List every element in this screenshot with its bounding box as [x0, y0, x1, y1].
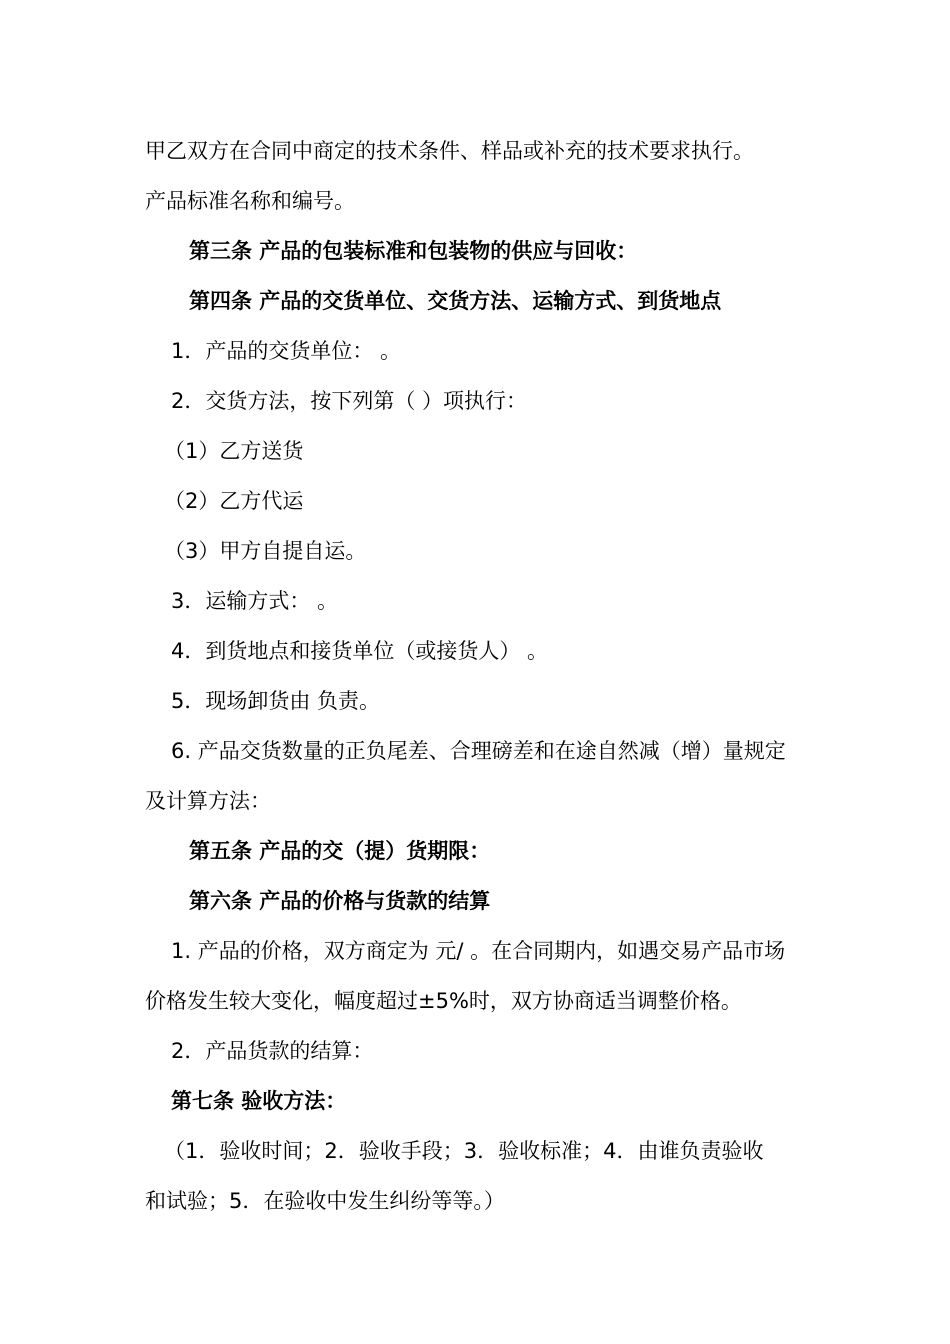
section-heading-article-5: 第五条 产品的交（提）货期限： — [189, 839, 491, 863]
section-heading-article-3: 第三条 产品的包装标准和包装物的供应与回收： — [189, 239, 638, 263]
list-item: （1）乙方送货 — [164, 439, 304, 463]
section-heading-article-7: 第七条 验收方法： — [171, 1089, 347, 1113]
list-item: 1. 产品的价格，双方商定为 元/ 。在合同期内，如遇交易产品市场 — [171, 939, 786, 963]
paragraph-line: （1．验收时间；2．验收手段；3．验收标准；4．由谁负责验收 — [164, 1139, 764, 1163]
list-item: 6. 产品交货数量的正负尾差、合理磅差和在途自然减（增）量规定 — [171, 739, 786, 763]
list-item: 5．现场卸货由 负责。 — [171, 689, 381, 713]
list-item: （2）乙方代运 — [164, 489, 304, 513]
list-item: （3）甲方自提自运。 — [164, 539, 367, 563]
paragraph-line: 及计算方法： — [145, 789, 271, 813]
paragraph-line: 和试验；5．在验收中发生纠纷等等。） — [145, 1189, 505, 1213]
list-item: 4．到货地点和接货单位（或接货人） 。 — [171, 639, 549, 663]
section-heading-article-6: 第六条 产品的价格与货款的结算 — [189, 889, 491, 913]
list-item: 2．交货方法，按下列第（ ）项执行： — [171, 389, 528, 413]
paragraph-line: 产品标准名称和编号。 — [145, 189, 355, 213]
list-item: 3．运输方式： 。 — [171, 589, 339, 613]
section-heading-article-4: 第四条 产品的交货单位、交货方法、运输方式、到货地点 — [189, 289, 722, 313]
list-item: 1．产品的交货单位： 。 — [171, 339, 402, 363]
list-item: 2．产品货款的结算： — [171, 1039, 374, 1063]
paragraph-line: 甲乙双方在合同中商定的技术条件、样品或补充的技术要求执行。 — [145, 139, 754, 163]
paragraph-line: 价格发生较大变化，幅度超过±5%时，双方协商适当调整价格。 — [145, 989, 742, 1013]
